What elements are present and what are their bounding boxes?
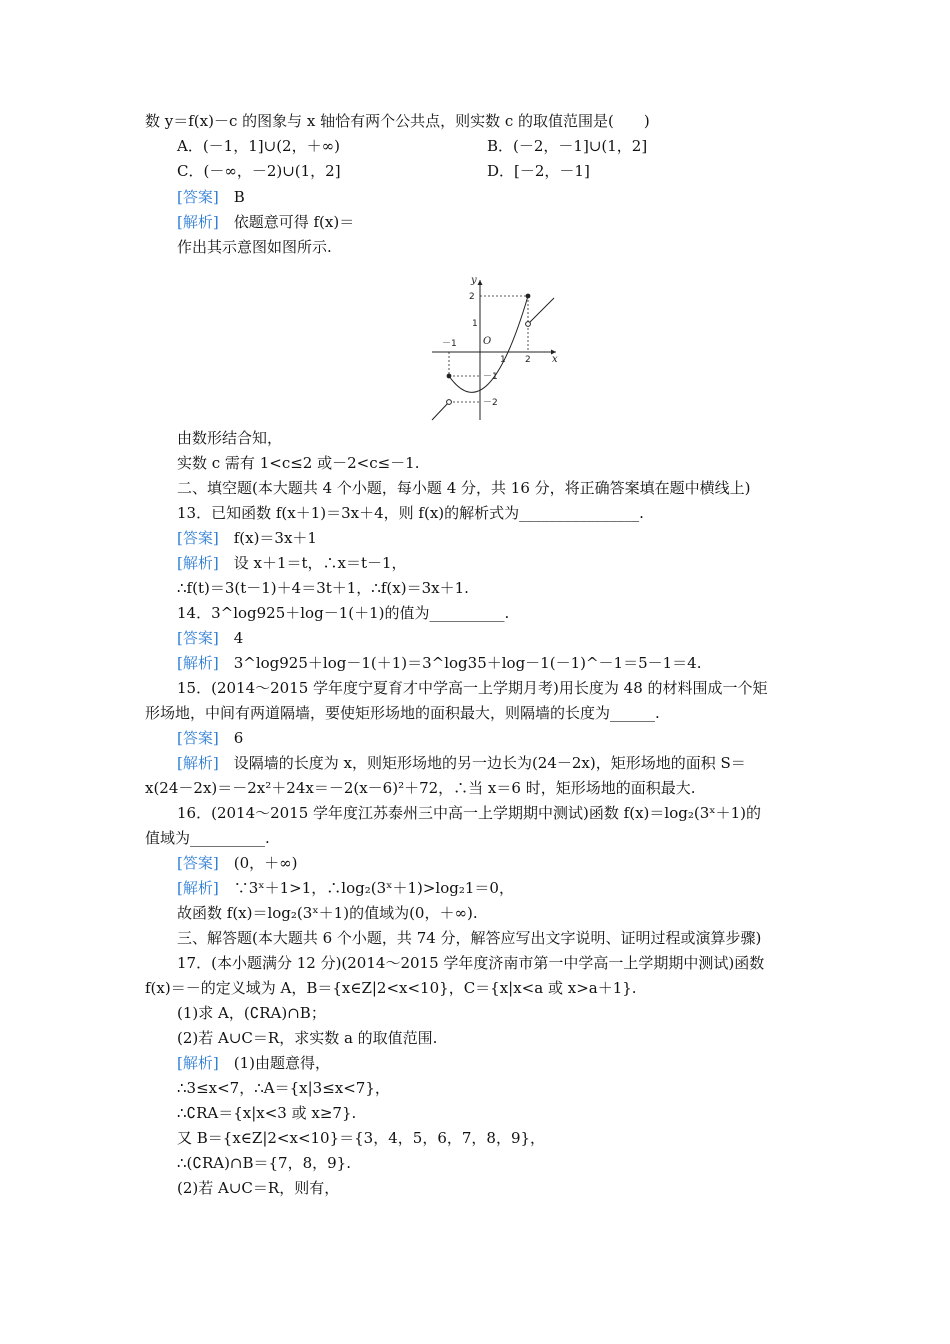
- line-text: 值域为__________.: [145, 829, 270, 847]
- function-graph-svg: [420, 268, 570, 428]
- line-text: (1)求 A，(∁RA)∩B；: [177, 1004, 326, 1022]
- line-text: f(x)＝3x＋1: [218, 529, 317, 547]
- line-text: 3^log925＋log－1(＋1)＝3^log35＋log－1(－1)^－1＝5－1＝4.: [218, 654, 702, 672]
- line-text: (1)由题意得，: [218, 1054, 330, 1072]
- text-line: [145, 777, 695, 799]
- text-line: [177, 160, 341, 182]
- text-line: [177, 1027, 437, 1049]
- text-line: [177, 927, 761, 949]
- line-text: 故函数 f(x)＝log₂(3ˣ＋1)的值域为(0，＋∞).: [177, 904, 478, 922]
- line-text: x(24－2x)＝－2x²＋24x＝－2(x－6)²＋72，∴当 x＝6 时，矩形场地的面积最大.: [145, 779, 696, 797]
- line-text: 17．(本小题满分 12 分)(2014～2015 学年度济南市第一中学高一上学期期中测试)函数: [177, 954, 765, 972]
- text-line: [487, 160, 590, 182]
- section-tag: [答案]: [177, 854, 219, 872]
- open-point-right: [526, 322, 531, 327]
- section-tag: [答案]: [177, 188, 219, 206]
- text-line: [177, 1077, 390, 1099]
- line-text: (2)若 A∪C＝R，求实数 a 的取值范围.: [177, 1029, 438, 1047]
- function-graph: [420, 268, 570, 428]
- section-tag: [解析]: [177, 213, 219, 231]
- text-line: [177, 477, 751, 499]
- line-text: 数 y＝f(x)－c 的图象与 x 轴恰有两个公共点，则实数 c 的取值范围是( ): [145, 112, 650, 130]
- line-text: (0，＋∞): [218, 854, 298, 872]
- text-line: [177, 852, 297, 874]
- section-tag: [解析]: [177, 754, 219, 772]
- text-line: [145, 827, 270, 849]
- text-line: [177, 427, 282, 449]
- line-text: 作出其示意图如图所示.: [177, 238, 332, 256]
- line-text: 依题意可得 f(x)＝: [218, 213, 355, 231]
- text-line: [487, 135, 647, 157]
- closed-point-left: [447, 374, 452, 379]
- tick-label-x-1: 1: [500, 355, 506, 365]
- line-text: A．(－1，1]∪(2，＋∞): [177, 137, 340, 155]
- text-line: [177, 877, 514, 899]
- line-text: ∵3ˣ＋1>1，∴log₂(3ˣ＋1)>log₂1＝0，: [218, 879, 514, 897]
- text-line: [177, 902, 478, 924]
- closed-point-right: [526, 294, 531, 299]
- left-line-segment: [432, 402, 449, 420]
- line-text: 设 x＋1＝t，∴x＝t－1，: [218, 554, 407, 572]
- y-axis-label: y: [471, 275, 477, 286]
- tick-label-x-neg1: －1: [442, 339, 457, 349]
- text-line: [177, 502, 644, 524]
- x-axis-label: x: [552, 354, 558, 365]
- text-line: [177, 135, 340, 157]
- text-line: [177, 236, 332, 258]
- line-text: 由数形结合知，: [177, 429, 283, 447]
- line-text: D．[－2，－1]: [487, 162, 590, 180]
- line-text: B: [218, 188, 245, 206]
- origin-label: O: [483, 336, 492, 347]
- line-text: 形场地，中间有两道隔墙，要使矩形场地的面积最大，则隔墙的长度为______.: [145, 704, 660, 722]
- line-text: 13．已知函数 f(x＋1)＝3x＋4，则 f(x)的解析式为________________.: [177, 504, 644, 522]
- text-line: [177, 802, 761, 824]
- text-line: [177, 211, 354, 233]
- line-text: ∴3≤x<7，∴A＝{x|3≤x<7}，: [177, 1079, 390, 1097]
- y-axis-arrow-icon: [478, 280, 483, 285]
- line-text: 15．(2014～2015 学年度宁夏育才中学高一上学期月考)用长度为 48 的材料围成一个矩: [177, 679, 768, 697]
- line-text: 实数 c 需有 1<c≤2 或－2<c≤－1.: [177, 454, 420, 472]
- tick-label-y-neg2: －2: [483, 398, 498, 408]
- line-text: 14．3^log925＋log－1(＋1)的值为__________.: [177, 604, 510, 622]
- section-tag: [解析]: [177, 1054, 219, 1072]
- line-text: ∴∁RA＝{x|x<3 或 x≥7}.: [177, 1104, 357, 1122]
- tick-label-x-2: 2: [525, 355, 531, 365]
- section-tag: [答案]: [177, 629, 219, 647]
- text-line: [177, 1152, 351, 1174]
- tick-label-y-1: 1: [472, 319, 478, 329]
- text-line: [177, 602, 509, 624]
- section-tag: [解析]: [177, 879, 219, 897]
- tick-label-y-neg1: －1: [483, 372, 498, 382]
- line-text: f(x)＝－的定义域为 A，B＝{x∈Z|2<x<10}，C＝{x|x<a 或 x>a＋1}.: [145, 979, 637, 997]
- text-line: [177, 652, 701, 674]
- text-line: [177, 677, 768, 699]
- text-line: [177, 577, 469, 599]
- line-text: 二、填空题(本大题共 4 个小题，每小题 4 分，共 16 分，将正确答案填在题中横线上): [177, 479, 751, 497]
- text-line: [177, 1002, 326, 1024]
- section-tag: [解析]: [177, 654, 219, 672]
- text-line: [145, 110, 650, 132]
- text-line: [177, 452, 420, 474]
- right-line-segment: [528, 298, 554, 324]
- text-line: [177, 527, 317, 549]
- section-tag: [答案]: [177, 529, 219, 547]
- line-text: (2)若 A∪C＝R，则有，: [177, 1179, 340, 1197]
- text-line: [177, 1127, 545, 1149]
- text-line: [177, 552, 407, 574]
- open-point-left: [447, 400, 452, 405]
- text-line: [177, 752, 746, 774]
- line-text: 4: [218, 629, 244, 647]
- text-line: [177, 952, 764, 974]
- line-text: ∴f(t)＝3(t－1)＋4＝3t＋1，∴f(x)＝3x＋1.: [177, 579, 469, 597]
- line-text: ∴(∁RA)∩B＝{7，8，9}.: [177, 1154, 351, 1172]
- line-text: 设隔墙的长度为 x，则矩形场地的另一边长为(24－2x)，矩形场地的面积 S＝: [218, 754, 746, 772]
- line-text: 三、解答题(本大题共 6 个小题，共 74 分，解答应写出文字说明、证明过程或演算步骤): [177, 929, 762, 947]
- text-line: [177, 1102, 356, 1124]
- section-tag: [答案]: [177, 729, 219, 747]
- line-text: B．(－2，－1]∪(1，2]: [487, 137, 648, 155]
- line-text: C．(－∞，－2)∪(1，2]: [177, 162, 341, 180]
- line-text: 6: [218, 729, 244, 747]
- tick-label-y-2: 2: [469, 292, 475, 302]
- text-line: [177, 627, 243, 649]
- text-line: [177, 1052, 330, 1074]
- text-line: [177, 186, 245, 208]
- line-text: 16．(2014～2015 学年度江苏泰州三中高一上学期期中测试)函数 f(x)＝log₂(3ˣ＋1)的: [177, 804, 761, 822]
- text-line: [177, 1177, 339, 1199]
- text-line: [145, 702, 660, 724]
- text-line: [145, 977, 637, 999]
- section-tag: [解析]: [177, 554, 219, 572]
- text-line: [177, 727, 243, 749]
- line-text: 又 B＝{x∈Z|2<x<10}＝{3，4，5，6，7，8，9}，: [177, 1129, 546, 1147]
